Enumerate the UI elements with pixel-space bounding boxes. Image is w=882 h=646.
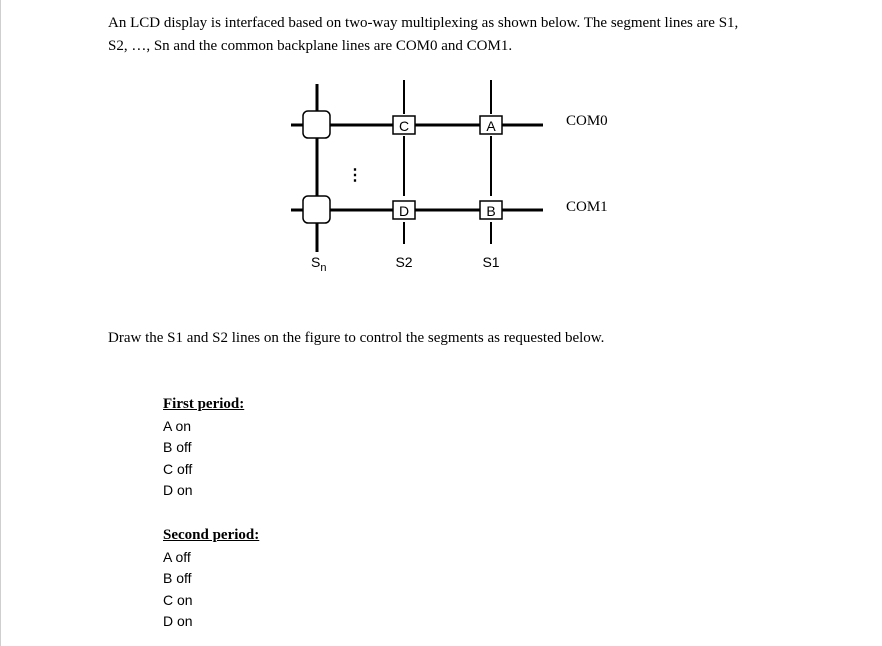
ellipsis-vertical: ⋮ (347, 167, 363, 184)
intro-line-2: S2, …, Sn and the common backplane lines are COM0 and COM1. (108, 38, 513, 54)
intro-line-1: An LCD display is interfaced based on two-way multiplexing as shown below. The segment lines are S1, (108, 15, 739, 31)
second-period-section (163, 525, 259, 633)
segment-c-label: C (398, 118, 410, 134)
second-period-item: D on (163, 613, 193, 629)
sn-label (311, 254, 326, 274)
sn-label-subscript: n (320, 262, 327, 274)
s2-label: S2 (395, 254, 413, 270)
sn-com1-segment-box (303, 196, 330, 223)
first-period-item: C off (163, 460, 193, 477)
com1-label: COM1 (566, 199, 608, 215)
segment-a-label: A (486, 118, 496, 134)
first-period-item: D on (163, 482, 193, 498)
second-period-item: A off (163, 548, 191, 565)
first-period-heading: First period: (163, 396, 245, 412)
lcd-multiplex-diagram (0, 0, 882, 300)
second-period-item: B off (163, 570, 192, 586)
com0-label: COM0 (566, 113, 608, 129)
segment-d-label: D (398, 203, 410, 219)
first-period-section (163, 394, 244, 502)
first-period-item: B off (163, 439, 192, 455)
instruction-text: Draw the S1 and S2 lines on the figure to control the segments as requested below. (108, 330, 605, 346)
first-period-item: A on (163, 417, 192, 434)
segment-b-label: B (486, 203, 496, 219)
second-period-item: C on (163, 591, 193, 608)
sn-com0-segment-box (303, 111, 330, 138)
sn-label-base: S (311, 254, 321, 270)
s1-label: S1 (482, 254, 500, 270)
second-period-heading: Second period: (163, 527, 260, 543)
